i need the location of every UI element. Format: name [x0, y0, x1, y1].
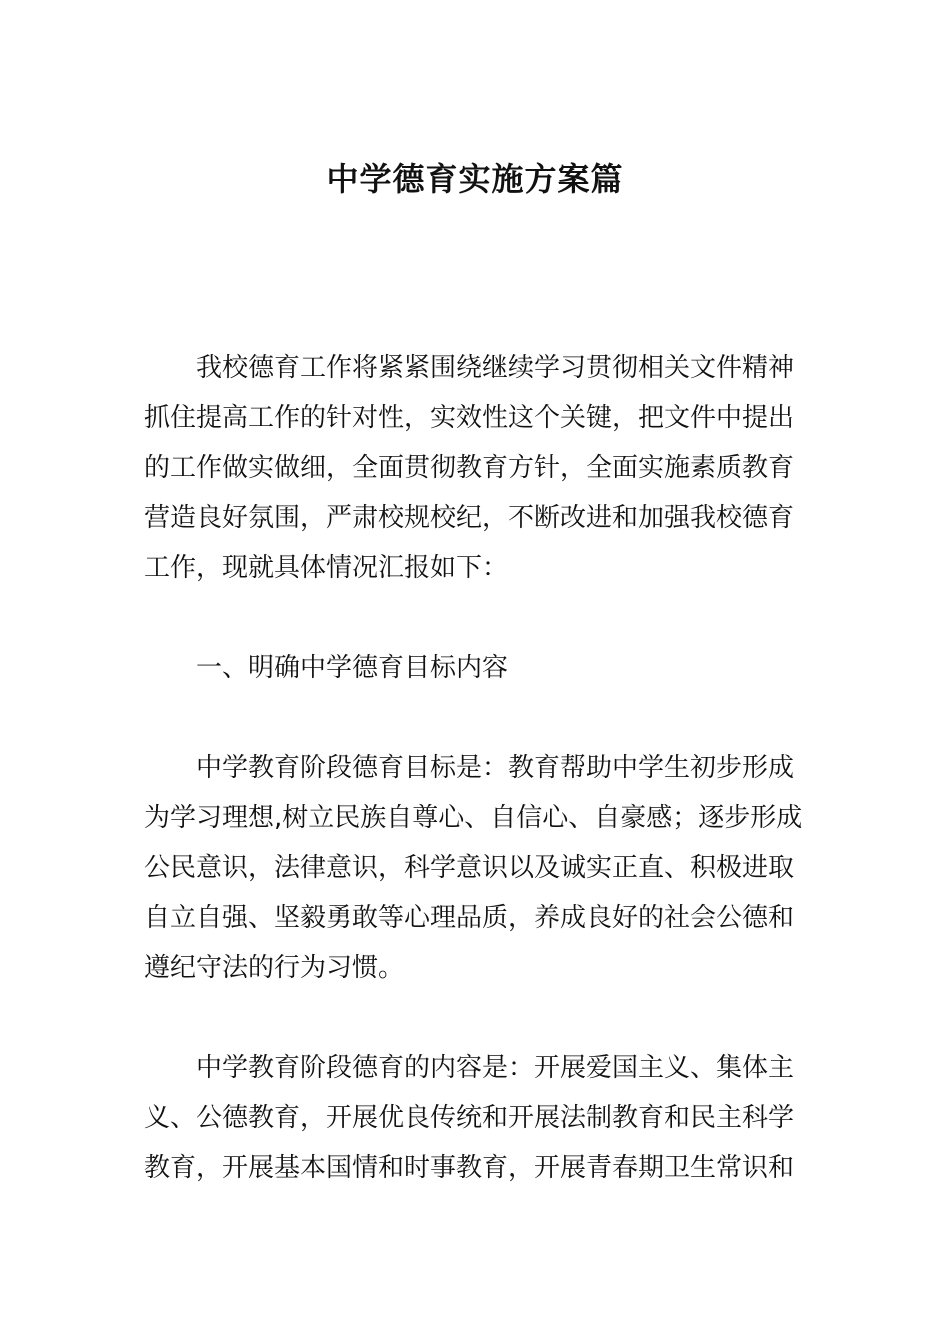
paragraph-line: 我校德育工作将紧紧围绕继续学习贯彻相关文件精神: [196, 353, 795, 383]
paragraph-line: 遵纪守法的行为习惯。: [144, 953, 405, 983]
section-heading: [144, 643, 810, 693]
paragraph-line: 自立自强、坚毅勇敢等心理品质，养成良好的社会公德和: [144, 903, 795, 933]
paragraph-line: 抓住提高工作的针对性，实效性这个关键，把文件中提出: [144, 403, 795, 433]
paragraph-intro: [144, 343, 810, 593]
paragraph-line: 中学教育阶段德育的内容是：开展爱国主义、集体主: [196, 1053, 795, 1083]
section-heading-text: 一、明确中学德育目标内容: [196, 653, 509, 683]
paragraph-line: 营造良好氛围，严肃校规校纪，不断改进和加强我校德育: [144, 503, 795, 533]
paragraph-line: 义、公德教育，开展优良传统和开展法制教育和民主科学: [144, 1103, 795, 1133]
document-title: 中学德育实施方案篇: [326, 160, 624, 198]
paragraph-line: 公民意识，法律意识，科学意识以及诚实正直、积极进取: [144, 853, 795, 883]
paragraph-line: 的工作做实做细，全面贯彻教育方针，全面实施素质教育: [144, 453, 795, 483]
paragraph-line: 教育，开展基本国情和时事教育，开展青春期卫生常识和: [144, 1153, 795, 1183]
paragraph-goals: [144, 743, 810, 993]
paragraph-line: 中学教育阶段德育目标是：教育帮助中学生初步形成: [196, 753, 795, 783]
paragraph-line: 工作，现就具体情况汇报如下：: [144, 553, 509, 583]
paragraph-line: 为学习理想,树立民族自尊心、自信心、自豪感；逐步形成: [144, 803, 803, 833]
paragraph-content: [144, 1043, 810, 1193]
